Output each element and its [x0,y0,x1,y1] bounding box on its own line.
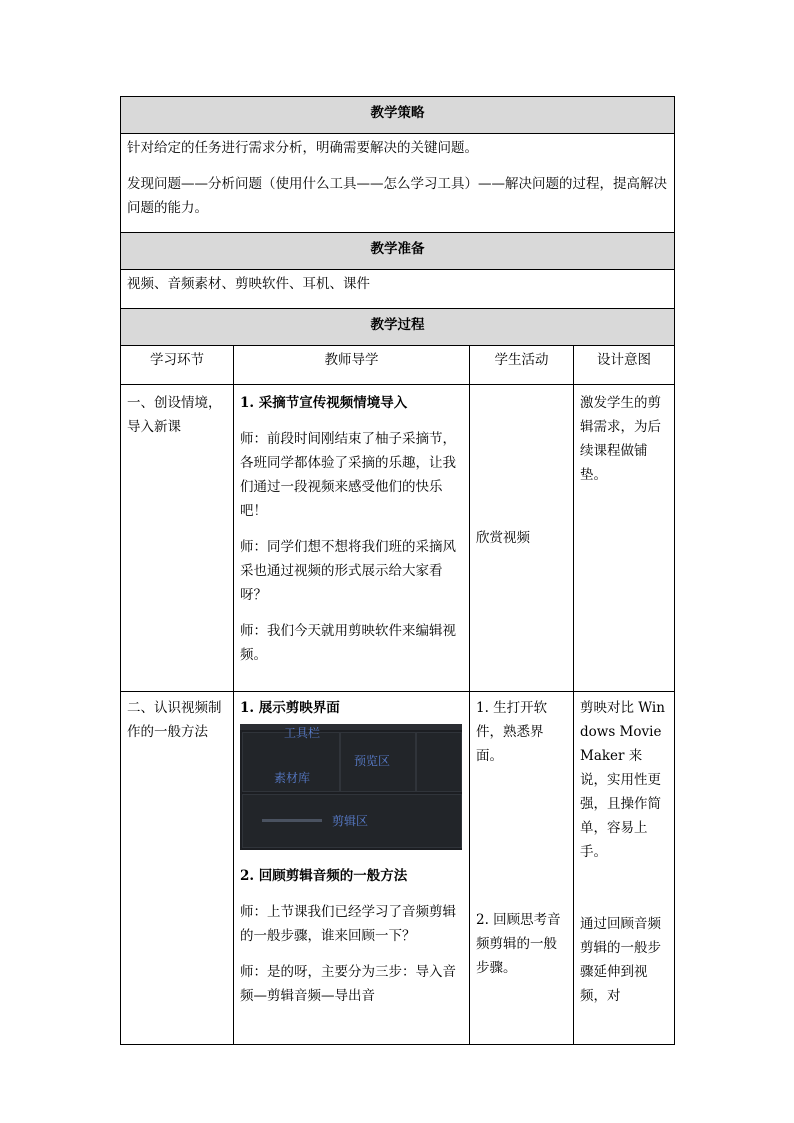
row1-paragraph-3: 师：我们今天就用剪映软件来编辑视频。 [240,623,456,663]
strategy-header: 教学策略 [121,97,675,134]
row2-activity-1: 1. 生打开软件，熟悉界面。 [476,700,548,764]
column-header-student: 学生活动 [470,346,574,385]
prep-header-row [121,233,675,270]
stage-cell-1: 一、创设情境，导入新课 [121,385,234,692]
prep-header: 教学准备 [121,233,675,270]
process-header-row [121,309,675,346]
row2-title-1: 1. 展示剪映界面 [240,700,340,716]
row2-intent-1: 剪映对比 Windows Movie Maker 来说，实用性更强，且操作简单，容易上手。 [580,700,665,860]
toolbar-label: 工具栏 [284,726,321,740]
column-header-teacher: 教师导学 [234,346,470,385]
row2-title-2: 2. 回顾剪辑音频的一般方法 [240,868,408,884]
student-cell-1: 欣赏视频 [470,385,574,692]
strategy-paragraph-2: 发现问题——分析问题（使用什么工具——怎么学习工具）——解决问题的过程，提高解决问题的能力。 [127,176,667,216]
intent-cell-2 [574,692,675,1045]
process-row-1 [121,385,675,692]
row2-paragraph-1: 师：上节课我们已经学习了音频剪辑的一般步骤，谁来回顾一下？ [240,904,456,944]
preview-area-label: 预览区 [354,754,391,768]
stage-cell-2: 二、认识视频制作的一般方法 [121,692,234,1045]
prep-body: 视频、音频素材、剪映软件、耳机、课件 [121,270,675,309]
media-library-label: 素材库 [274,771,311,785]
process-columns-row [121,346,675,385]
prep-body-row [121,270,675,309]
row1-paragraph-1: 师：前段时间刚结束了柚子采摘节，各班同学都体验了采摘的乐趣，让我们通过一段视频来感受他们的快乐吧！ [240,431,456,519]
strategy-paragraph-1: 针对给定的任务进行需求分析，明确需要解决的关键问题。 [127,140,478,156]
row2-paragraph-2: 师：是的呀，主要分为三步：导入音频—剪辑音频—导出音 [240,964,456,1004]
capcut-interface-screenshot [240,724,462,850]
row2-intent-2: 通过回顾音频剪辑的一般步骤延伸到视频，对 [580,916,661,1004]
row1-paragraph-2: 师：同学们想不想将我们班的采摘风采也通过视频的形式展示给大家看呀？ [240,539,456,603]
edit-area-label: 剪辑区 [332,814,369,828]
teacher-cell-2 [234,692,470,1045]
intent-cell-1: 激发学生的剪辑需求，为后续课程做铺垫。 [574,385,675,692]
column-header-stage: 学习环节 [121,346,234,385]
teacher-cell-1 [234,385,470,692]
strategy-body [121,134,675,233]
lesson-plan-table [120,96,675,1045]
process-header: 教学过程 [121,309,675,346]
row1-title: 1. 采摘节宣传视频情境导入 [240,395,408,411]
strategy-header-row [121,97,675,134]
student-cell-2 [470,692,574,1045]
column-header-intent: 设计意图 [574,346,675,385]
row2-activity-2: 2. 回顾思考音频剪辑的一般步骤。 [476,912,561,976]
process-row-2 [121,692,675,1045]
strategy-body-row [121,134,675,233]
